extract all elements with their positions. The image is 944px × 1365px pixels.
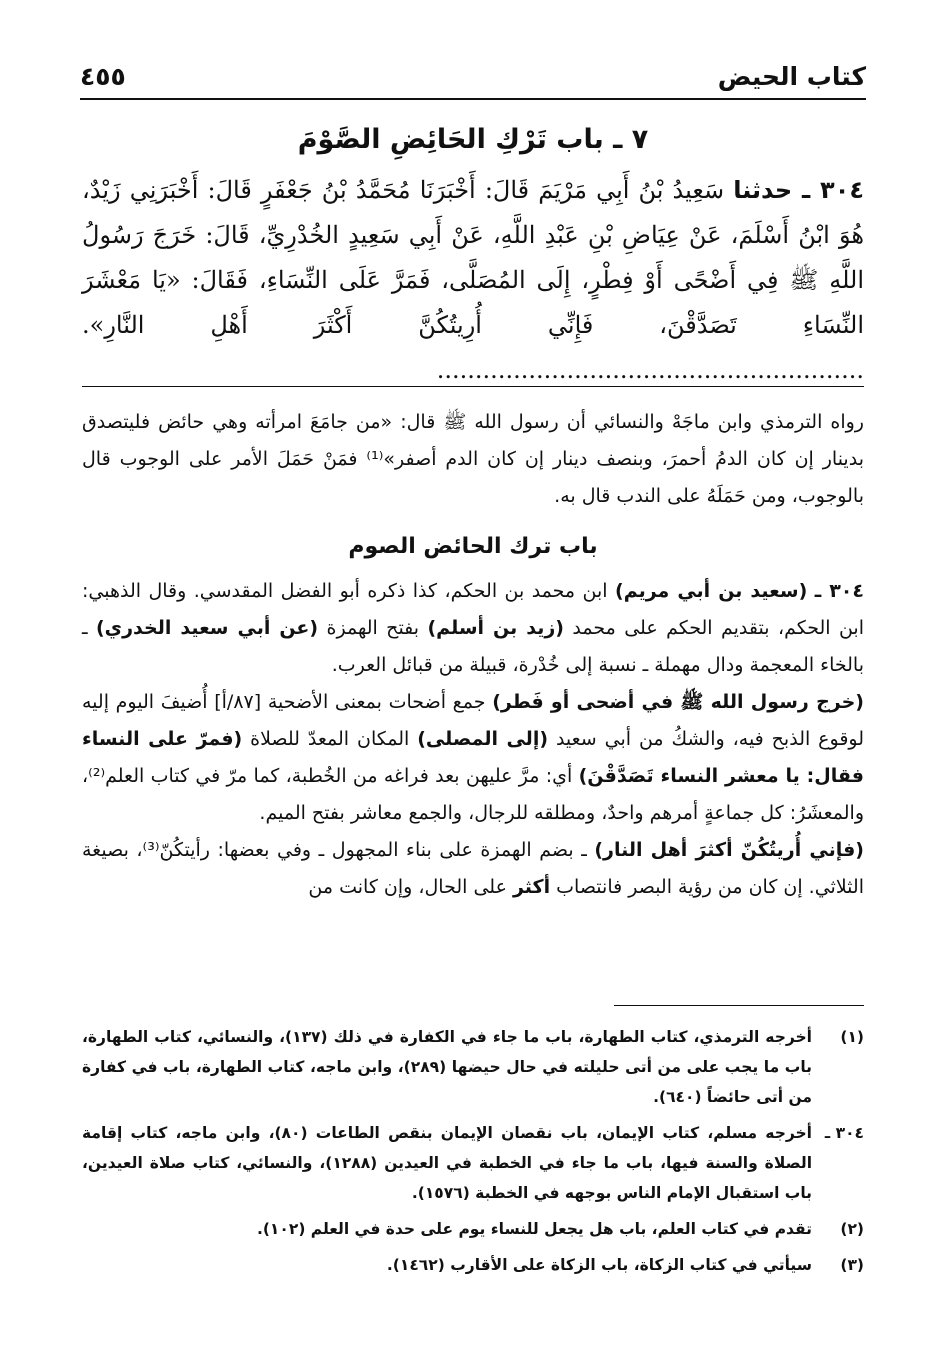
footnote (82, 1022, 864, 1112)
commentary-section (82, 404, 864, 906)
page-number: ٤٥٥ (80, 62, 126, 91)
footnote-text: أخرجه الترمذي، كتاب الطهارة، باب ما جاء في الكفارة في ذلك (١٣٧)، والنسائي، كتاب الطهارة، باب ما يجب على من أتى حليلته في حال حيضها (٢٨٩)، وابن ماجه، كتاب الطهارة، باب في كفارة من أتى حائضاً (٦٤٠). (82, 1028, 812, 1106)
footnotes (82, 1022, 864, 1286)
commentary-text: أي: مرَّ عليهن بعد فراغه من الخُطبة، كما مرّ في كتاب العلم⁽²⁾، والمعشَرُ: كل جماعةٍ أمرهم واحدٌ، ومطلقه للرجال، والجمع معاشر بفتح الميم. (82, 765, 864, 824)
commentary-text: بفتح الهمزة (326, 617, 420, 639)
commentary-text: ـ بالخاء المعجمة ودال مهملة ـ نسبة إلى خُدْرة، قبيلة من قبائل العرب. (82, 617, 864, 676)
page-header (80, 58, 866, 100)
footnote-number: (٣) (840, 1256, 864, 1274)
footnote-divider (614, 1005, 864, 1006)
footnote-text: سيأتي في كتاب الزكاة، باب الزكاة على الأقارب (١٤٦٢). (386, 1256, 812, 1274)
footnote-text: تقدم في كتاب العلم، باب هل يجعل للنساء يوم على حدة في العلم (١٠٢). (256, 1220, 812, 1238)
footnote-number: ٣٠٤ ـ (824, 1124, 864, 1142)
commentary-text: ـ بضم الهمزة على بناء المجهول ـ وفي بعضها: رأيتكُنّ⁽³⁾، بصيغة الثلاثي. إن كان من رؤية البصر فانتصاب (82, 839, 864, 898)
lemma: (فإني أُريتُكُنّ أكثرَ أهل النار) (594, 839, 864, 861)
lemma: (خرج رسول الله ﷺ في أضحى أو فَطر) (492, 691, 864, 713)
lemma: (إلى المصلى) (417, 728, 549, 750)
lemma: أكثر (512, 876, 551, 898)
commentary-paragraph-3 (82, 684, 864, 832)
matn-divider (82, 386, 864, 387)
commentary-paragraph-1: رواه الترمذي وابن ماجَهْ والنسائي أن رسول الله ﷺ قال: «من جامَعَ امرأته وهي حائض فليتصدق بدينار إن كان الدمُ أحمرَ، وبنصف دينار إن كان الدم أصفر»⁽¹⁾ فمَنْ حَمَلَ الأمر على الوجوب قال بالوجوب، ومن حَمَلَهُ على الندب قال به. (82, 411, 864, 507)
hadith-body: سَعِيدُ بْنُ أَبِي مَرْيَمَ قَالَ: أَخْبَرَنَا مُحَمَّدُ بْنُ جَعْفَرٍ قَالَ: أَخْبَرَنِي زَيْدٌ، هُوَ ابْنُ أَسْلَمَ، عَنْ عِيَاضِ بْنِ عَبْدِ اللَّهِ، عَنْ أَبِي سَعِيدٍ الخُدْرِيِّ، قَالَ: خَرَجَ رَسُولُ اللَّهِ ﷺ فِي أَضْحًى أَوْ فِطْرٍ، إِلَى المُصَلَّى، فَمَرَّ عَلَى النِّسَاءِ، فَقَالَ: «يَا مَعْشَرَ النِّسَاءِ تَصَدَّقْنَ، فَإِنِّي أُرِيتُكُنَّ أَكْثَرَ أَهْلِ النَّارِ». (82, 176, 864, 339)
footnote (82, 1250, 864, 1280)
commentary-text: جمع أضحات بمعنى الأضحية [٨٧/أ] أُضيفَ اليوم إليه لوقوع الذبح فيه، والشكُ من أبي سعيد (82, 691, 865, 750)
footnote-number: (١) (840, 1028, 864, 1046)
running-title: كتاب الحيض (717, 62, 866, 91)
commentary-text: على الحال، وإن كانت من (308, 876, 507, 898)
footnote (82, 1118, 864, 1208)
lemma: (سعيد بن أبي مريم) (615, 580, 808, 602)
commentary-paragraph-2 (82, 573, 864, 684)
commentary-text: المكان المعدّ للصلاة (250, 728, 410, 750)
lemma: (زيد بن أسلم) (427, 617, 564, 639)
hadith-section (82, 118, 864, 393)
commentary-number: ٣٠٤ ـ (814, 580, 864, 602)
commentary-text: ابن محمد بن الحكم، كذا ذكره أبو الفضل المقدسي. وقال الذهبي: ابن الحكم، بتقديم الحكم على محمد (82, 580, 864, 639)
chapter-title: ٧ ـ باب تَرْكِ الحَائِضِ الصَّوْمَ (297, 124, 649, 155)
commentary-chapter-title: باب ترك الحائض الصوم (348, 534, 598, 559)
footnote-number: (٢) (840, 1220, 864, 1238)
hadith-text (82, 168, 864, 393)
footnote-text: أخرجه مسلم، كتاب الإيمان، باب نقصان الإيمان بنقص الطاعات (٨٠)، وابن ماجه، كتاب إقامة الصلاة والسنة فيها، باب ما جاء في الخطبة في العيدين (١٢٨٨)، والنسائي، كتاب صلاة العيدين، باب استقبال الإمام الناس بوجهه في الخطبة (١٥٧٦). (82, 1124, 813, 1202)
commentary-paragraph-4 (82, 832, 864, 906)
hadith-number: ٣٠٤ ـ حدثنا (733, 176, 864, 204)
lemma: (عن أبي سعيد الخدري) (96, 617, 319, 639)
dotted-filler: ........................................................ (436, 356, 864, 384)
lemma: (فمرّ على النساء فقال: يا معشر النساء تَصَدَّقْنَ) (82, 728, 864, 787)
footnote (82, 1214, 864, 1244)
